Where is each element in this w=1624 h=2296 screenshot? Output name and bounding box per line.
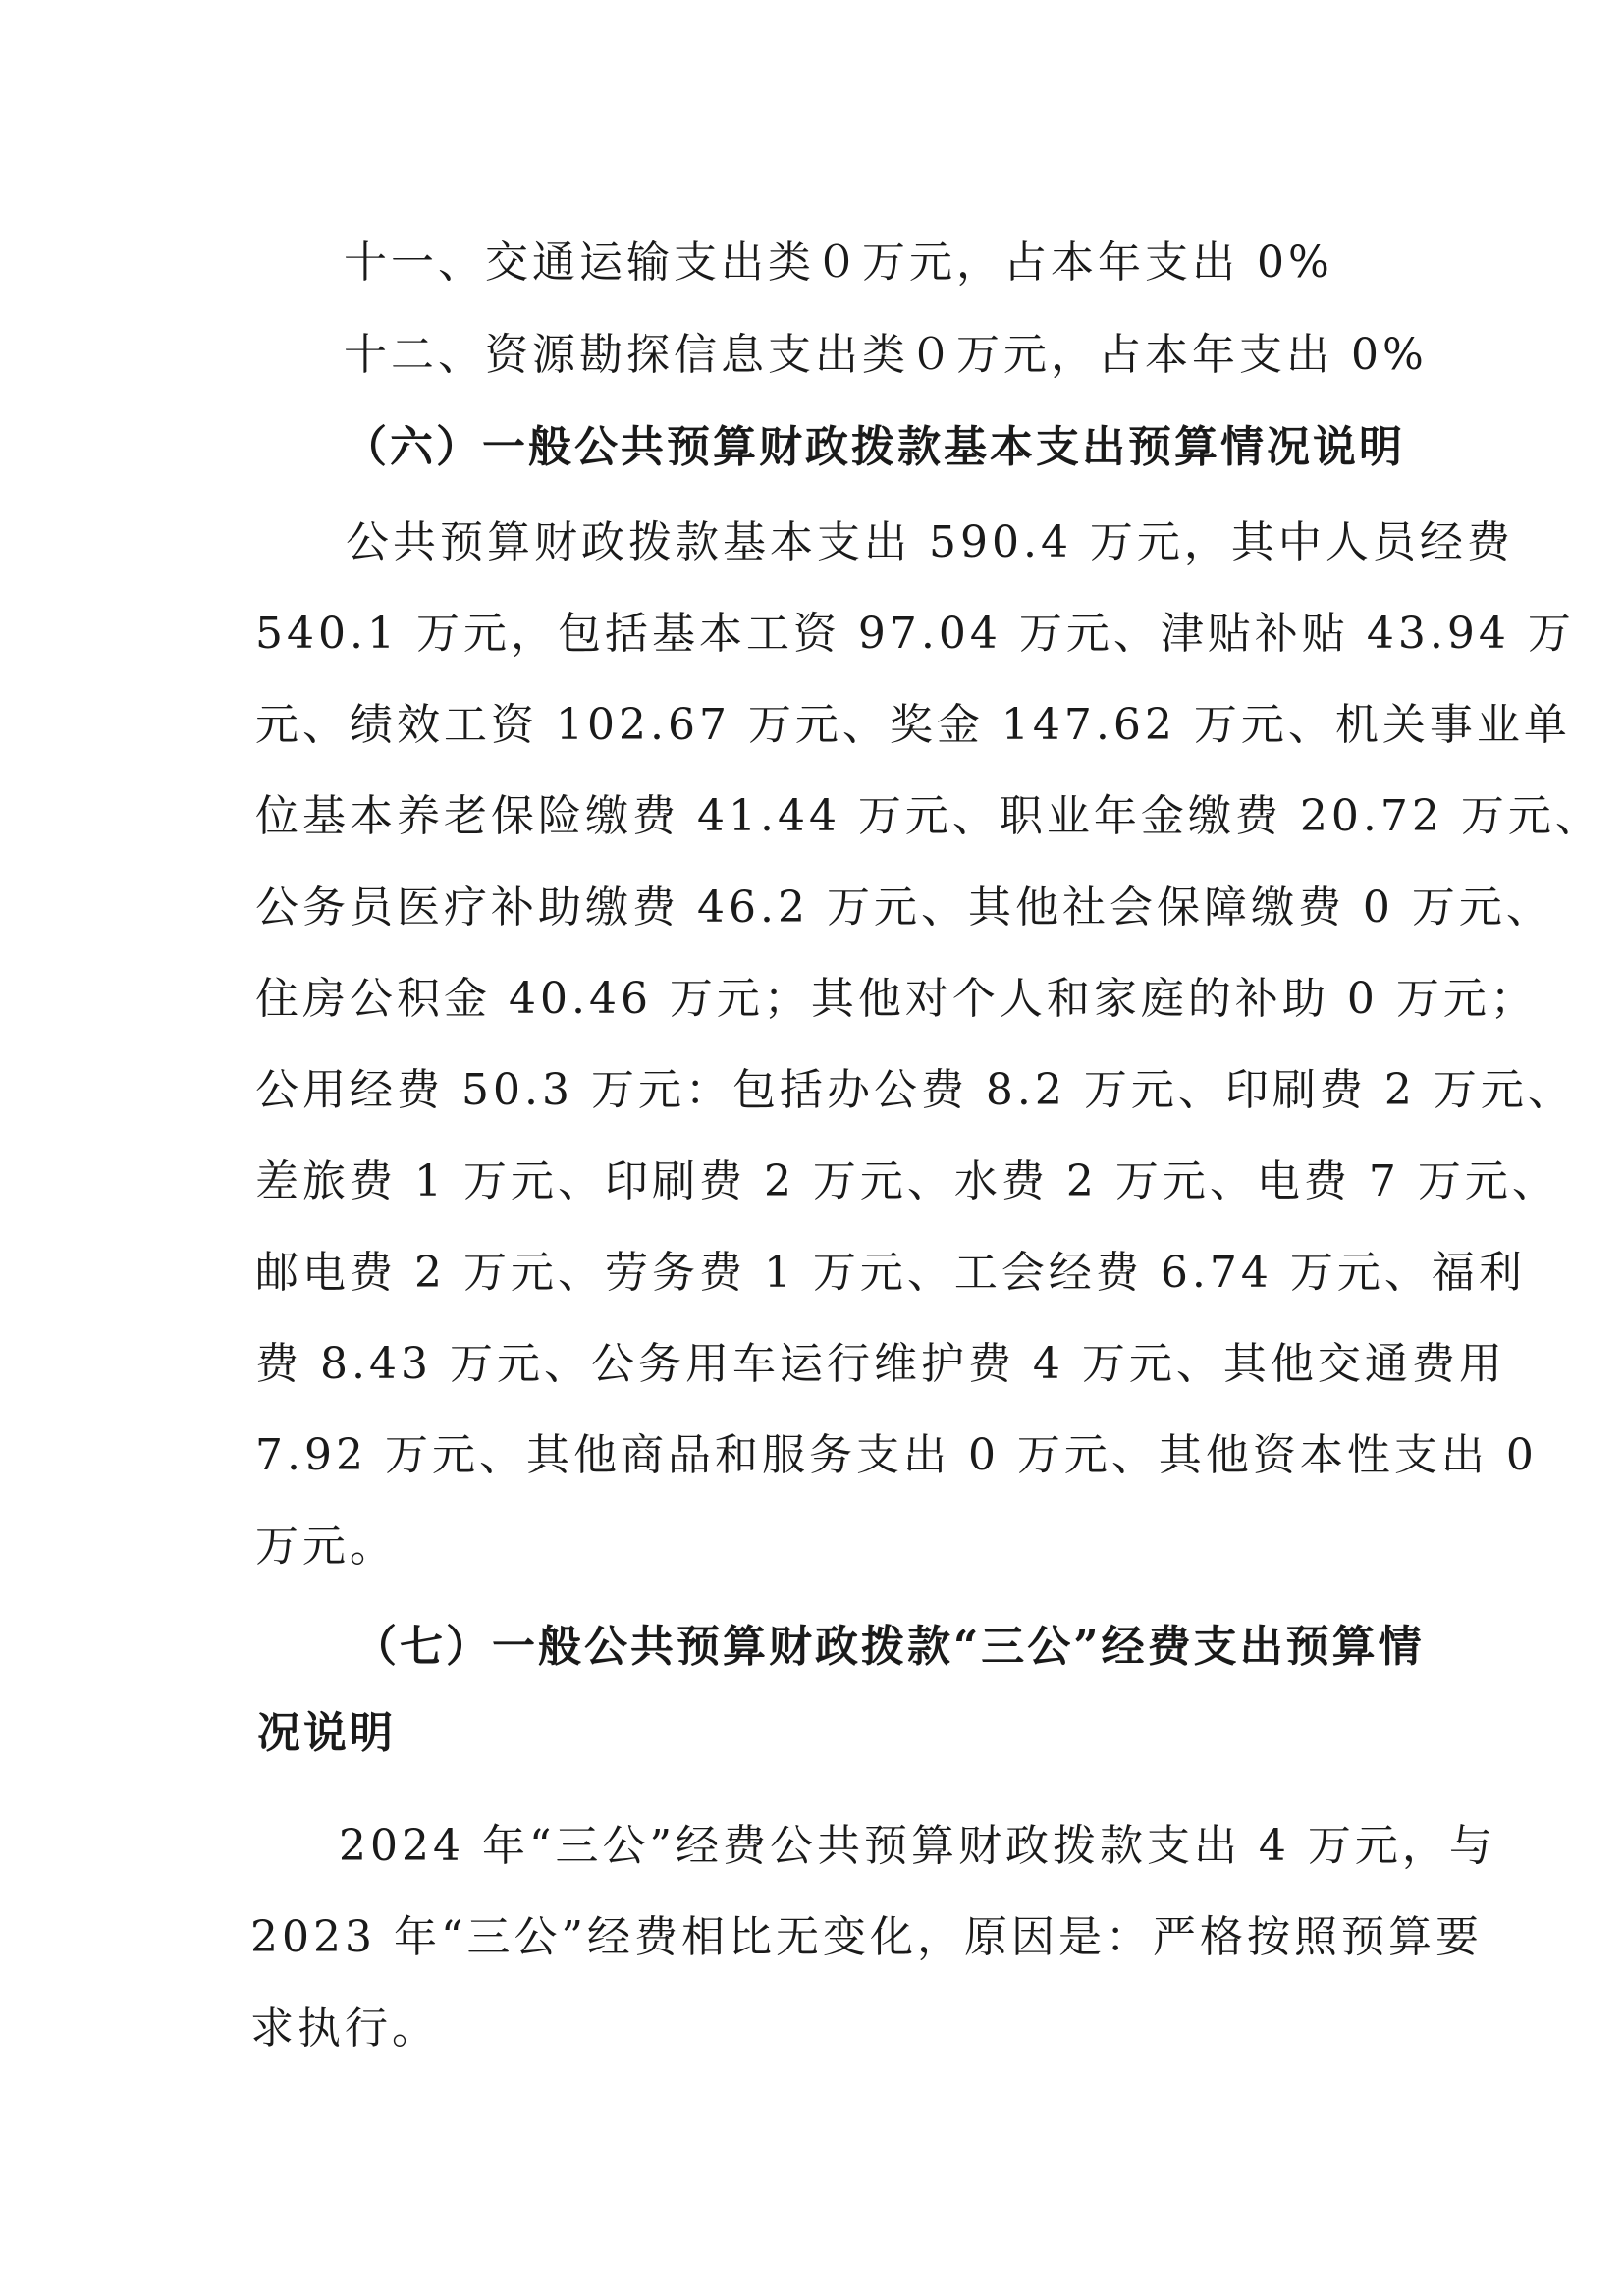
section-6-paragraph-line: 差旅费 1 万元、印刷费 2 万元、水费 2 万元、电费 7 万元、 xyxy=(255,1156,1559,1206)
section-6-paragraph-line: 位基本养老保险缴费 41.44 万元、职业年金缴费 20.72 万元、 xyxy=(255,791,1602,841)
section-7-paragraph-line: 求执行。 xyxy=(250,2003,439,2054)
section-6-paragraph-line: 住房公积金 40.46 万元；其他对个人和家庭的补助 0 万元； xyxy=(255,974,1538,1024)
section-6-paragraph-line: 7.92 万元、其他商品和服务支出 0 万元、其他资本性支出 0 xyxy=(255,1430,1538,1480)
section-7-paragraph-line: 2023 年“三公”经费相比无变化，原因是：严格按照预算要 xyxy=(250,1912,1483,1962)
section-6-paragraph-line: 公务员医疗补助缴费 46.2 万元、其他社会保障缴费 0 万元、 xyxy=(255,882,1553,933)
section-6-paragraph-line: 万元。 xyxy=(255,1522,397,1572)
section-6-paragraph-line: 公用经费 50.3 万元：包括办公费 8.2 万元、印刷费 2 万元、 xyxy=(255,1065,1575,1115)
item-12-resources: 十二、资源勘探信息支出类０万元，占本年支出 0% xyxy=(344,330,1428,380)
section-6-paragraph-line: 元、绩效工资 102.67 万元、奖金 147.62 万元、机关事业单 xyxy=(255,700,1571,750)
section-6-heading: （六）一般公共预算财政拨款基本支出预算情况说明 xyxy=(344,422,1405,472)
section-6-paragraph-line: 540.1 万元，包括基本工资 97.04 万元、津贴补贴 43.94 万 xyxy=(255,609,1575,659)
section-6-paragraph-line: 邮电费 2 万元、劳务费 1 万元、工会经费 6.74 万元、福利 xyxy=(255,1248,1526,1298)
item-11-transport: 十一、交通运输支出类０万元，占本年支出 0% xyxy=(344,238,1333,288)
section-7-heading: （七）一般公共预算财政拨款“三公”经费支出预算情 xyxy=(353,1622,1425,1672)
section-6-paragraph-line: 公共预算财政拨款基本支出 590.4 万元，其中人员经费 xyxy=(346,517,1514,567)
section-7-heading-continued: 况说明 xyxy=(257,1708,396,1758)
section-6-paragraph-line: 费 8.43 万元、公务用车运行维护费 4 万元、其他交通费用 xyxy=(255,1339,1506,1389)
section-7-paragraph-line: 2024 年“三公”经费公共预算财政拨款支出 4 万元，与 xyxy=(339,1821,1496,1871)
